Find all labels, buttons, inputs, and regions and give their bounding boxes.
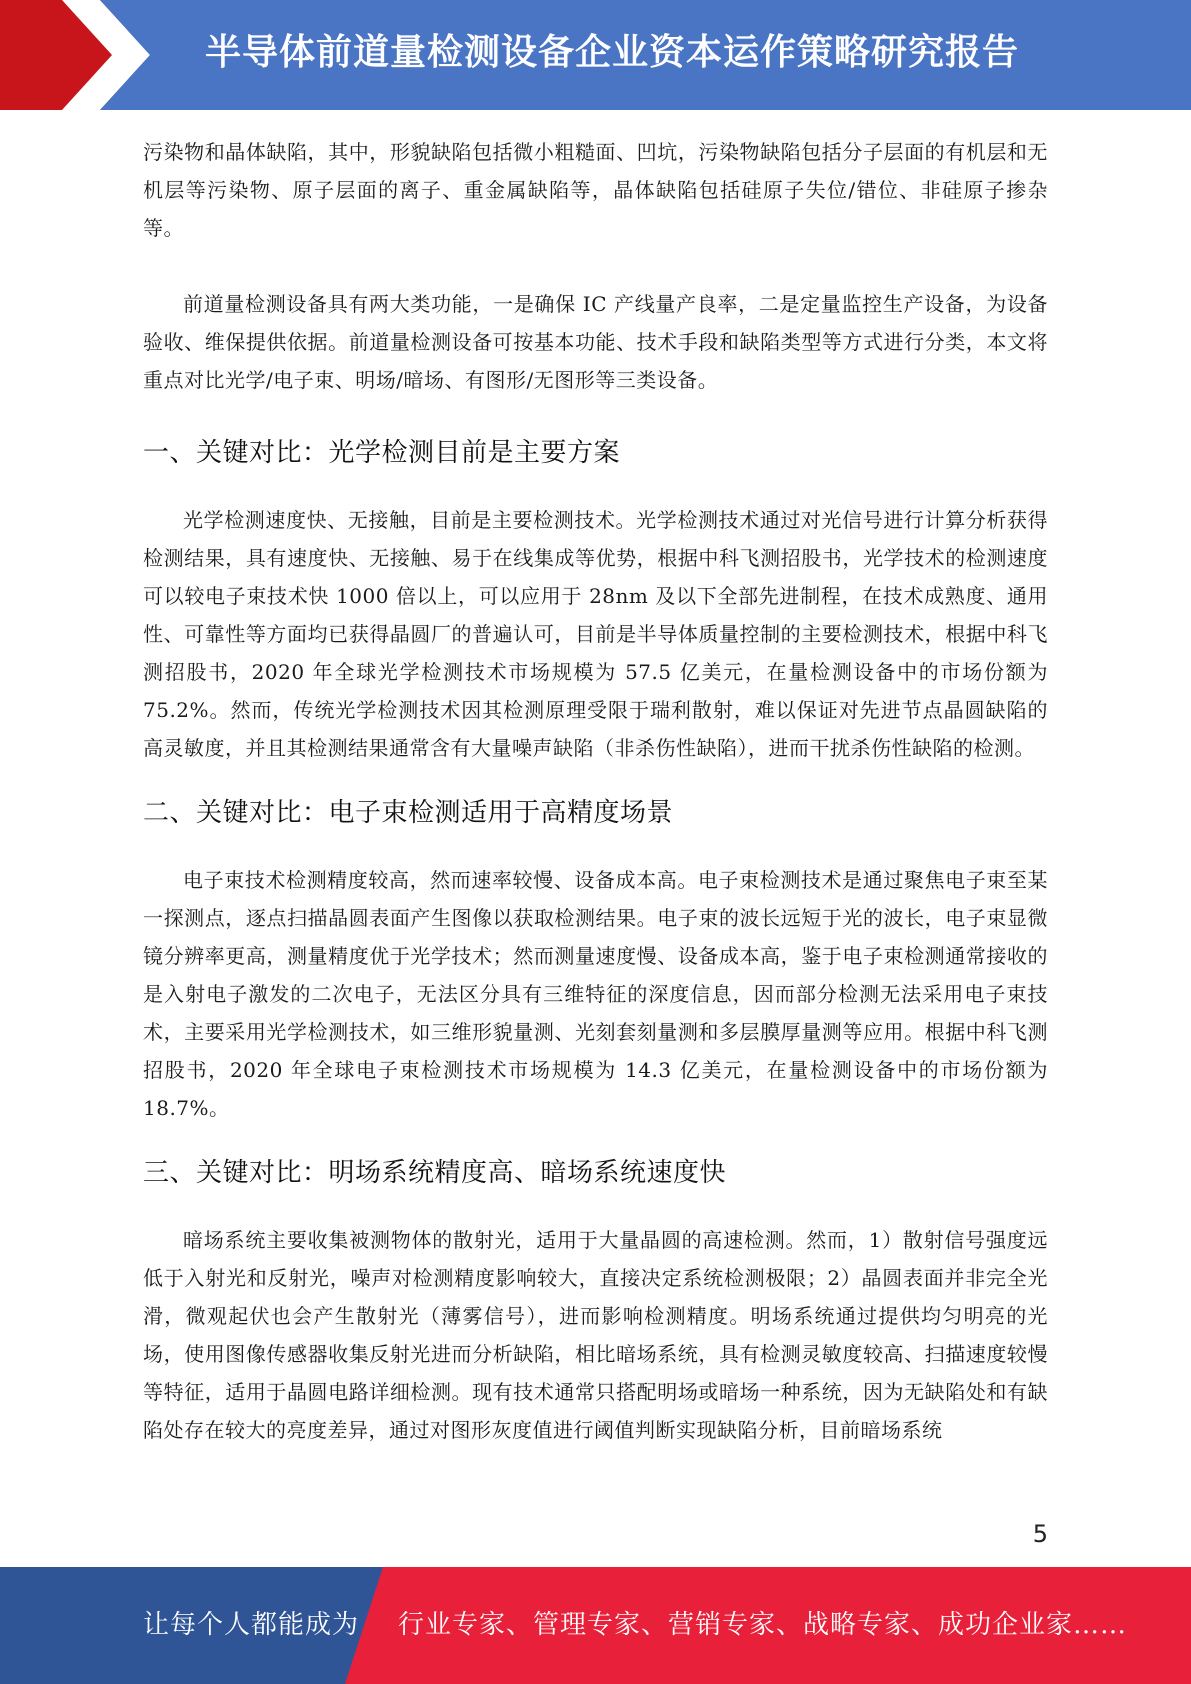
section-paragraph-3: 暗场系统主要收集被测物体的散射光，适用于大量晶圆的高速检测。然而，1）散射信号强度远低于入射光和反射光，噪声对检测精度影响较大，直接决定系统检测极限；2）晶圆表面并非完全光滑，微观起伏也会产生散射光（薄雾信号），进而影响检测精度。明场系统通过提供均匀明亮的光场，使用图像传感器收集反射光进而分析缺陷，相比暗场系统，具有检测灵敏度较高、扫描速度较慢等特征，适用于晶圆电路详细检测。现有技术通常只搭配明场或暗场一种系统，因为无缺陷处和有缺陷处存在较大的亮度差异，通过对图形灰度值进行阈值判断实现缺陷分析，目前暗场系统 [143,1228,1048,1442]
section-heading-2: 二、关键对比：电子束检测适用于高精度场景 [143,798,674,828]
report-title: 半导体前道量检测设备企业资本运作策略研究报告 [205,32,1020,73]
footer-slogan-right: 行业专家、管理专家、营销专家、战略专家、成功企业家…… [398,1610,1128,1640]
page-footer [0,1567,1191,1684]
page-number: 5 [1032,1520,1048,1548]
page-header [0,0,1191,110]
section-heading-3: 三、关键对比：明场系统精度高、暗场系统速度快 [143,1158,727,1188]
section-heading-1: 一、关键对比：光学检测目前是主要方案 [143,438,621,468]
page-body [143,133,1048,1449]
header-chevron-arrow [0,0,160,110]
footer-slogan-left: 让每个人都能成为 [143,1610,360,1640]
intro-paragraph: 前道量检测设备具有两大类功能，一是确保 IC 产线量产良率，二是定量监控生产设备，为设备验收、维保提供依据。前道量检测设备可按基本功能、技术手段和缺陷类型等方式进行分类，本文将重点对比光学/电子束、明场/暗场、有图形/无图形等三类设备。 [143,292,1048,392]
section-paragraph-1: 光学检测速度快、无接触，目前是主要检测技术。光学检测技术通过对光信号进行计算分析获得检测结果，具有速度快、无接触、易于在线集成等优势，根据中科飞测招股书，光学技术的检测速度可以较电子束技术快 1000 倍以上，可以应用于 28nm 及以下全部先进制程，在技术成熟度、通用性、可靠性等方面均已获得晶圆厂的普遍认可，目前是半导体质量控制的主要检测技术，根据中科飞测招股书，2020 年全球光学检测技术市场规模为 57.5 亿美元，在量检测设备中的市场份额为 75.2%。然而，传统光学检测技术因其检测原理受限于瑞利散射，难以保证对先进节点晶圆缺陷的高灵敏度，并且其检测结果通常含有大量噪声缺陷（非杀伤性缺陷），进而干扰杀伤性缺陷的检测。 [143,508,1048,760]
continued-paragraph: 污染物和晶体缺陷，其中，形貌缺陷包括微小粗糙面、凹坑，污染物缺陷包括分子层面的有机层和无机层等污染物、原子层面的离子、重金属缺陷等，晶体缺陷包括硅原子失位/错位、非硅原子掺杂等。 [143,140,1048,240]
section-paragraph-2: 电子束技术检测精度较高，然而速率较慢、设备成本高。电子束检测技术是通过聚焦电子束至某一探测点，逐点扫描晶圆表面产生图像以获取检测结果。电子束的波长远短于光的波长，电子束显微镜分辨率更高，测量精度优于光学技术；然而测量速度慢、设备成本高，鉴于电子束检测通常接收的是入射电子激发的二次电子，无法区分具有三维特征的深度信息，因而部分检测无法采用电子束技术，主要采用光学检测技术，如三维形貌量测、光刻套刻量测和多层膜厚量测等应用。根据中科飞测招股书，2020 年全球电子束检测技术市场规模为 14.3 亿美元，在量检测设备中的市场份额为 18.7%。 [143,868,1048,1120]
